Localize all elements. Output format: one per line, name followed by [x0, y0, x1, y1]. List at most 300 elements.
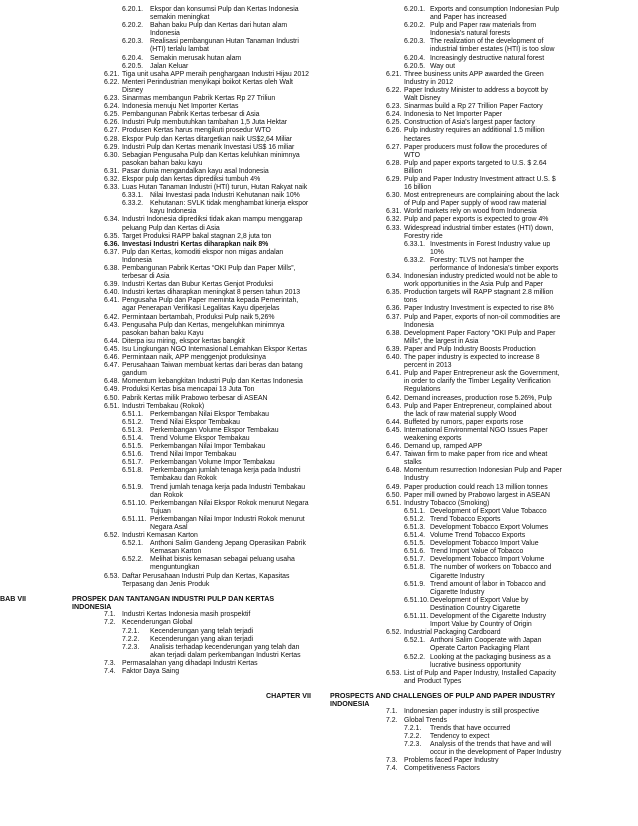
toc-entry-number: 6.31. — [104, 167, 120, 175]
toc-entry-text: Indonesian paper industry is still prospective — [404, 708, 540, 716]
toc-entry-text: Perusahaan Taiwan membuat kertas dari beras dan batang gandum — [122, 362, 303, 378]
toc-entry-number: 6.51.1. — [122, 410, 144, 418]
toc-entry — [72, 241, 310, 249]
toc-entry-number: 7.3. — [386, 757, 398, 765]
toc-entry-number: 6.52.1. — [404, 637, 426, 645]
toc-entry-number: 6.20.2. — [122, 22, 144, 30]
toc-entry — [330, 346, 562, 354]
toc-entry-text: Paper Industry Minister to address a boycott by Walt Disney — [404, 86, 549, 103]
toc-entry-number: 6.51.4. — [122, 434, 144, 442]
toc-entry-text: Construction of Asia's largest paper factory — [404, 119, 535, 127]
toc-entry-number: 6.51.8. — [404, 564, 426, 572]
toc-entry — [330, 597, 562, 613]
toc-entry — [72, 249, 310, 265]
chapter-entries-english — [330, 708, 562, 773]
toc-entry — [330, 654, 562, 670]
toc-entry-number: 6.42. — [104, 313, 120, 321]
toc-entry — [330, 273, 562, 289]
toc-entry-text: Trend Import Value of Tobacco — [430, 548, 524, 556]
toc-entry-text: Development Tobacco Import Value — [430, 540, 539, 548]
toc-entry-number: 6.20.4. — [404, 54, 426, 62]
toc-entry-number: 6.27. — [104, 127, 120, 135]
toc-entry-number: 6.51.10. — [122, 499, 147, 507]
toc-entry-text: Paper Industry Investment is expected to rise 8% — [404, 305, 554, 313]
toc-entry-number: 6.41. — [104, 297, 120, 305]
toc-entry-text: Industri Pulp membutuhkan tambahan 1,5 Juta Hektar — [122, 119, 288, 127]
toc-entry — [72, 660, 310, 668]
toc-entry-text: Kecenderungan yang akan terjadi — [150, 635, 254, 643]
toc-entry — [72, 111, 310, 119]
toc-entry-text: Taiwan firm to make paper from rice and wheat stalks — [404, 451, 548, 467]
toc-entry — [330, 22, 562, 38]
toc-entry-number: 6.22. — [104, 78, 120, 86]
toc-entry-text: Luas Hutan Tanaman Industri (HTI) turun, Hutan Rakyat naik — [122, 184, 308, 192]
toc-entry — [330, 403, 562, 419]
toc-entry — [72, 176, 310, 184]
toc-entry-text: Paper production could reach 13 million tonnes — [404, 483, 548, 491]
toc-entry-text: Indonesia menuju Net Importer Kertas — [122, 103, 239, 111]
chapter-label: CHAPTER VII — [266, 691, 311, 700]
toc-entry-number: 6.52.1. — [122, 540, 144, 548]
toc-entry — [72, 611, 310, 619]
toc-entry-text: Momentum resurrection Indonesian Pulp and Paper Industry — [404, 467, 562, 483]
toc-entry-text: Momentum kebangkitan Industri Pulp dan Kertas Indonesia — [122, 378, 303, 386]
toc-entry — [72, 136, 310, 144]
toc-entry — [330, 63, 562, 71]
toc-entry-text: Produksi Kertas bisa mencapai 13 Juta Ton — [122, 386, 255, 394]
toc-entry — [330, 467, 562, 483]
toc-entry-number: 6.25. — [386, 119, 402, 127]
toc-entry-text: Most entrepreneurs are complaining about the lack of Pulp and Paper supply of wood raw material — [404, 192, 560, 208]
toc-entry — [72, 314, 310, 322]
toc-entry-text: Industrial Packaging Cardboard — [404, 629, 501, 637]
toc-entry — [72, 573, 310, 589]
toc-entry-number: 6.32. — [104, 175, 120, 183]
toc-entry-text: Pasar dunia mengandalkan kayu asal Indonesia — [122, 167, 269, 175]
toc-entry-number: 6.23. — [386, 103, 402, 111]
toc-entry-number: 6.26. — [386, 127, 402, 135]
toc-entry-number: 7.4. — [386, 765, 398, 773]
toc-entry-text: Development Tobacco Import Volume — [430, 556, 545, 564]
toc-entry-number: 6.51.1. — [404, 507, 426, 515]
toc-entry-number: 7.3. — [104, 659, 116, 667]
toc-entry-number: 6.46. — [104, 354, 120, 362]
toc-entry-number: 6.21. — [386, 70, 402, 78]
toc-entry-text: Volume Trend Tobacco Exports — [430, 532, 526, 540]
toc-entry-number: 6.30. — [104, 151, 120, 159]
toc-entry-text: Paper mill owned by Prabowo largest in ASEAN — [404, 491, 550, 499]
toc-entry — [72, 354, 310, 362]
toc-entry-number: 6.20.1. — [122, 6, 144, 13]
toc-entry — [330, 55, 562, 63]
toc-entry-text: Melihat bisnis kemasan sebagai peluang usaha menguntungkan — [150, 556, 295, 572]
toc-entry-text: Perkembangan Nilai Impor Tembakau — [150, 443, 266, 451]
toc-entry-text: Trend Volume Ekspor Tembakau — [150, 434, 250, 442]
chapter-title: PROSPECTS AND CHALLENGES OF PULP AND PAPER INDUSTRY INDONESIA — [330, 691, 556, 709]
toc-entry-number: 6.48. — [104, 378, 120, 386]
toc-entry-number: 6.36. — [104, 240, 120, 248]
toc-entry — [72, 668, 310, 676]
toc-entry-text: Development of the Cigarette Industry Import Value by Country of Origin — [430, 613, 547, 629]
toc-entry — [72, 467, 310, 483]
toc-entry-text: Anthoni Salim Gandeng Jepang Operasikan Pabrik Kemasan Karton — [150, 540, 306, 556]
toc-entry-number: 7.2.2. — [404, 732, 422, 740]
toc-entry-number: 6.21. — [104, 70, 120, 78]
toc-entry-number: 6.20.5. — [404, 62, 426, 70]
toc-entry-number: 6.28. — [104, 135, 120, 143]
toc-entry-number: 7.1. — [386, 708, 398, 716]
toc-entry-text: Menteri Perindustrian menyikapi boikot Kertas oleh Walt Disney — [122, 78, 293, 94]
toc-entry — [72, 378, 310, 386]
toc-entry-text: Trend Tobacco Exports — [430, 515, 501, 523]
toc-entry-text: Tendency to expect — [430, 732, 490, 740]
toc-entry — [72, 281, 310, 289]
toc-entry — [330, 508, 562, 516]
toc-entry — [330, 192, 562, 208]
toc-entry-text: Widespread industrial timber estates (HTI) down, Forestry ride — [404, 224, 554, 240]
toc-entry — [330, 451, 562, 467]
toc-entry-text: Trend Nilai Ekspor Tembakau — [150, 418, 241, 426]
toc-entry-text: Pembangunan Pabrik Kertas terbesar di Asia — [122, 111, 260, 119]
toc-entry — [72, 532, 310, 540]
toc-entry-text: Pulp and Paper Entrepreneur ask the Government, in order to clarify the Timber Legality Verification Regulations — [404, 370, 560, 394]
toc-entry-number: 6.27. — [386, 143, 402, 151]
toc-entry — [72, 265, 310, 281]
toc-entry — [330, 160, 562, 176]
toc-entry — [330, 637, 562, 653]
toc-entry-text: Perkembangan Nilai Ekspor Rokok menurut Negara Tujuan — [150, 499, 309, 515]
chapter-entries-indonesian — [72, 611, 310, 676]
toc-entry-number: 6.44. — [386, 418, 402, 426]
toc-entry-text: Pengusaha Pulp dan Paper meminta kepada Pemerintah, agar Penerapan Verifikasi Legalitas Kayu diperjelas — [122, 297, 299, 313]
toc-entry-number: 6.49. — [104, 386, 120, 394]
toc-entries-indonesian — [72, 6, 310, 589]
toc-entry-number: 6.30. — [386, 192, 402, 200]
toc-entry — [330, 314, 562, 330]
toc-entry-text: Trend amount of labor in Tobacco and Cigarette Industry — [430, 580, 546, 596]
toc-entry-text: Development Paper Factory "OKI Pulp and Paper Mills", the largest in Asia — [404, 329, 556, 345]
toc-entry — [72, 152, 310, 168]
toc-entry-number: 7.2.1. — [404, 724, 422, 732]
toc-entry — [72, 55, 310, 63]
toc-entry — [330, 524, 562, 532]
toc-entry-text: Anthoni Salim Cooperate with Japan Operate Carton Packaging Plant — [430, 637, 542, 653]
toc-entry-number: 6.40. — [104, 289, 120, 297]
toc-entry — [72, 628, 310, 636]
toc-entry-text: Sinarmas build a Rp 27 Trillion Paper Factory — [404, 103, 543, 111]
toc-entry-text: Industri Kemasan Karton — [122, 532, 198, 540]
toc-entry-text: Industri Kertas Indonesia masih prospektif — [122, 611, 251, 619]
toc-entry — [72, 346, 310, 354]
toc-entry-number: 6.29. — [386, 175, 402, 183]
toc-entry-number: 6.39. — [386, 345, 402, 353]
toc-entry-number: 6.37. — [104, 248, 120, 256]
toc-entry-number: 6.51. — [104, 402, 120, 410]
toc-entry-number: 6.33.2. — [122, 200, 144, 208]
toc-entry-number: 6.33. — [104, 184, 120, 192]
toc-entry — [330, 765, 562, 773]
toc-entry — [330, 216, 562, 224]
toc-entry — [330, 71, 562, 87]
toc-entry-text: Nilai Investasi pada Industri Kehutanan naik 10% — [150, 192, 300, 200]
toc-entry-text: Demand increases, production rose 5.26%, Pulp — [404, 394, 552, 402]
toc-entry-number: 6.29. — [104, 143, 120, 151]
toc-entry — [72, 435, 310, 443]
toc-entry-number: 6.51.3. — [404, 524, 426, 531]
toc-entry — [72, 103, 310, 111]
toc-entry — [72, 192, 310, 200]
toc-entry-number: 6.20.1. — [404, 6, 426, 13]
toc-entry-text: Kehutanan: SVLK tidak menghambat kinerja ekspor kayu Indonesia — [150, 200, 309, 216]
toc-entry-number: 6.51.5. — [404, 540, 426, 548]
toc-entry-number: 6.41. — [386, 370, 402, 378]
toc-entry — [72, 144, 310, 152]
toc-entry-text: Pulp and Paper raw materials from Indonesia's natural forests — [430, 22, 537, 38]
toc-entry-number: 7.4. — [104, 668, 116, 675]
toc-entry-text: Trends that have occurred — [430, 724, 511, 732]
toc-entry-number: 6.38. — [386, 329, 402, 337]
toc-entry-text: Kecenderungan yang telah terjadi — [150, 627, 254, 635]
toc-entry — [72, 322, 310, 338]
toc-entry — [72, 338, 310, 346]
toc-entry-number: 6.31. — [386, 208, 402, 216]
toc-entry-number: 7.2.2. — [122, 635, 140, 643]
toc-entry-text: Paper producers must follow the procedures of WTO — [404, 143, 547, 159]
toc-entry — [330, 757, 562, 765]
toc-entry-number: 6.25. — [104, 111, 120, 119]
toc-entry — [72, 451, 310, 459]
toc-entry-text: Way out — [430, 62, 456, 70]
toc-entry — [330, 613, 562, 629]
toc-entry-text: Investments in Forest Industry value up 10% — [430, 240, 551, 256]
toc-entry — [330, 540, 562, 548]
toc-entry-text: Forestry: TLVS not hamper the performance of Indonesia's timber exports — [430, 256, 559, 272]
toc-entry-number: 6.33.1. — [122, 192, 144, 200]
toc-entry-number: 6.49. — [386, 483, 402, 491]
toc-entry-text: Competitiveness Factors — [404, 765, 480, 773]
toc-entry-text: Diterpa isu miring, ekspor kertas bangkit — [122, 337, 245, 345]
toc-entry-number: 6.52.2. — [122, 556, 144, 564]
toc-entry — [330, 208, 562, 216]
toc-entry — [330, 87, 562, 103]
toc-entry-number: 6.51.6. — [122, 451, 144, 459]
toc-entry-number: 6.51.2. — [404, 515, 426, 523]
toc-entry-text: Perkembangan Volume Impor Tembakau — [150, 459, 275, 467]
toc-entry-text: Perkembangan Volume Ekspor Tembakau — [150, 426, 279, 434]
toc-entry-text: The number of workers on Tobacco and Cigarette Industry — [430, 564, 552, 580]
toc-entry — [72, 168, 310, 176]
toc-entry-number: 6.44. — [104, 337, 120, 345]
toc-entry-number: 6.39. — [104, 281, 120, 289]
toc-entry — [330, 289, 562, 305]
toc-entry-text: List of Pulp and Paper Industry, Installed Capacity and Product Types — [404, 669, 556, 685]
toc-entry — [330, 330, 562, 346]
toc-entry — [330, 38, 562, 54]
toc-entry — [72, 289, 310, 297]
toc-entry-text: Permintaan naik, APP menggenjot produksinya — [122, 354, 266, 362]
toc-entry-text: Increasingly destructive natural forest — [430, 54, 545, 62]
toc-entry-number: 6.51.6. — [404, 548, 426, 556]
toc-entry-number: 6.43. — [386, 402, 402, 410]
toc-entry-number: 6.48. — [386, 467, 402, 475]
toc-entry-text: The paper industry is expected to increase 8 percent in 2013 — [404, 354, 540, 370]
toc-entry-text: Problems faced Paper Industry — [404, 757, 499, 765]
toc-entry-text: Pembangunan Pabrik Kertas “OKI Pulp dan Paper Mills”, terbesar di Asia — [122, 265, 296, 281]
toc-entry-text: Bahan baku Pulp dan Kertas dari hutan alam Indonesia — [150, 22, 288, 38]
toc-entry — [72, 644, 310, 660]
toc-entry-number: 6.51.5. — [122, 443, 144, 451]
toc-entry-text: Pulp and paper exports targeted to U.S. $ 2.64 Billion — [404, 159, 547, 175]
toc-entry-text: Realisasi pembangunan Hutan Tanaman Industri (HTI) terlalu lambat — [150, 38, 299, 54]
toc-entry-number: 6.52.2. — [404, 653, 426, 661]
toc-entry-number: 6.51.7. — [122, 459, 144, 467]
toc-entry-text: Ekspor Pulp dan Kertas ditargetkan naik US$2,64 Miliar — [122, 135, 293, 143]
toc-entry-number: 6.51.4. — [404, 532, 426, 540]
toc-entry-text: Pulp and Paper, exports of non-oil commodities are Indonesia — [404, 313, 561, 329]
toc-entry — [330, 492, 562, 500]
toc-entry-text: Daftar Perusahaan Industri Pulp dan Kertas, Kapasitas Terpasang dan Jenis Produk — [122, 572, 290, 588]
toc-entry — [72, 71, 310, 79]
toc-entry-text: Industri kertas diharapkan meningkat 8 persen tahun 2013 — [122, 289, 301, 297]
toc-entry-number: 6.43. — [104, 321, 120, 329]
toc-entry — [330, 717, 562, 725]
toc-entry-number: 6.50. — [104, 394, 120, 402]
toc-entry — [330, 670, 562, 686]
toc-entry — [72, 119, 310, 127]
toc-entry — [72, 38, 310, 54]
toc-entry — [330, 395, 562, 403]
toc-entry-number: 6.52. — [104, 532, 120, 540]
toc-entry-number: 6.34. — [104, 216, 120, 224]
toc-entry — [72, 556, 310, 572]
toc-entry — [72, 233, 310, 241]
toc-entry-text: Sebagian Pengusaha Pulp dan Kertas keluhkan minimnya pasokan bahan baku kayu — [122, 151, 300, 167]
toc-entry — [72, 427, 310, 435]
toc-entry — [72, 411, 310, 419]
toc-entry-text: Jalan Keluar — [150, 62, 189, 70]
toc-entry — [72, 216, 310, 232]
toc-entry — [330, 370, 562, 394]
toc-entry-number: 6.52. — [386, 629, 402, 637]
toc-entry-number: 6.51.7. — [404, 556, 426, 564]
toc-entry-number: 6.40. — [386, 354, 402, 362]
toc-entry-number: 6.37. — [386, 313, 402, 321]
toc-entry-number: 6.24. — [104, 103, 120, 111]
toc-entry-text: Development Tobacco Export Volumes — [430, 524, 549, 531]
toc-entry — [330, 176, 562, 192]
toc-entry — [72, 362, 310, 378]
toc-entry-number: 7.2.1. — [122, 627, 140, 635]
toc-entry — [72, 297, 310, 313]
toc-entry-text: Pabrik Kertas milik Prabowo terbesar di ASEAN — [122, 394, 268, 402]
toc-entry-number: 6.26. — [104, 119, 120, 127]
toc-entry-number: 6.35. — [104, 232, 120, 240]
toc-entry — [330, 103, 562, 111]
toc-entry-text: Looking at the packaging business as a lucrative business opportunity — [430, 653, 551, 669]
toc-entry — [330, 354, 562, 370]
toc-entry-text: Production targets will RAPP stagnant 2.8 million tons — [404, 289, 554, 305]
toc-entry-text: Indonesia to Net Importer Paper — [404, 111, 503, 119]
toc-entry-number: 6.33. — [386, 224, 402, 232]
toc-entry — [72, 63, 310, 71]
toc-entry-number: 6.33.1. — [404, 240, 426, 248]
toc-entry — [330, 305, 562, 313]
toc-entry-number: 6.20.2. — [404, 22, 426, 30]
chapter-heading-indonesian — [0, 595, 310, 612]
toc-entry — [72, 516, 310, 532]
toc-entry-number: 7.2. — [386, 716, 398, 724]
toc-entry-text: Produsen Kertas harus mengikuti prosedur WTO — [122, 127, 271, 135]
toc-entry-number: 6.35. — [386, 289, 402, 297]
toc-entry — [72, 386, 310, 394]
toc-entry-number: 7.2.3. — [404, 740, 422, 748]
chapter-label: BAB VII — [0, 594, 27, 603]
toc-entry-text: Development of Export Value Tobacco — [430, 507, 547, 515]
toc-entry-text: Perkembangan Nilai Impor Industri Rokok menurut Negara Asal — [150, 515, 305, 531]
toc-entry-number: 6.33.2. — [404, 256, 426, 264]
toc-entry-number: 6.51.9. — [404, 580, 426, 588]
toc-entry-text: Analysis of the trends that have and will occur in the development of Paper Industry — [430, 740, 562, 756]
toc-entry — [72, 22, 310, 38]
toc-entry-number: 6.47. — [104, 362, 120, 370]
toc-entry-text: The realization of the development of industrial timber estates (HTI) is too slow — [430, 38, 555, 54]
toc-entry — [330, 144, 562, 160]
toc-entry — [330, 225, 562, 241]
toc-entry-text: Permintaan bertambah, Produksi Pulp naik 5,26% — [122, 313, 275, 321]
toc-entry-text: Tiga unit usaha APP meraih penghargaan Industri Hijau 2012 — [122, 70, 309, 78]
toc-entry — [72, 184, 310, 192]
toc-entry-number: 6.51.11. — [122, 515, 147, 523]
toc-entry-number: 7.1. — [104, 611, 116, 619]
toc-entry-text: Pulp and Paper Entrepreneur, complained about the lack of raw material supply Wood — [404, 402, 552, 418]
toc-entry-number: 6.36. — [386, 305, 402, 313]
toc-entry-number: 7.2. — [104, 619, 116, 627]
toc-entry — [330, 548, 562, 556]
toc-entry — [72, 403, 310, 411]
toc-entry-number: 6.28. — [386, 159, 402, 167]
toc-entry-text: Analisis terhadap kecenderungan yang telah dan akan terjadi dalam perkembangan Industri Kertas — [150, 643, 301, 659]
toc-entry — [72, 395, 310, 403]
toc-entry — [72, 95, 310, 103]
toc-entry — [330, 443, 562, 451]
toc-entry — [72, 459, 310, 467]
toc-entry-text: World markets rely on wood from Indonesia — [404, 208, 537, 216]
toc-entry-text: Indonesian industry predicted would not be able to work opportunities in the Asia Pulp and Paper — [404, 273, 558, 289]
toc-entry-text: Industri Indonesia diprediksi tidak akan mampu menggarap peluang Pulp dan Kertas di Asia — [122, 216, 303, 232]
toc-entry — [330, 708, 562, 716]
toc-entry — [330, 629, 562, 637]
toc-entry-text: Industry Tobacco (Smoking) — [404, 499, 490, 507]
toc-entry-number: 6.47. — [386, 451, 402, 459]
toc-column-indonesian — [0, 6, 310, 676]
toc-entry — [330, 427, 562, 443]
toc-entry-text: Permasalahan yang dihadapi Industri Kertas — [122, 659, 258, 667]
toc-entry-text: Trend jumlah tenaga kerja pada Industri Tembakau dan Rokok — [150, 483, 306, 499]
toc-entry-number: 6.22. — [386, 86, 402, 94]
toc-entry-number: 6.46. — [386, 443, 402, 451]
toc-entry-text: Industri Kertas dan Bubur Kertas Genjot Produksi — [122, 281, 273, 289]
toc-entry-number: 6.32. — [386, 216, 402, 224]
toc-entry-number: 6.51.9. — [122, 483, 144, 491]
toc-entry-text: Pulp dan Kertas, komoditi ekspor non migas andalan Indonesia — [122, 248, 284, 264]
toc-entry — [330, 564, 562, 580]
toc-entry-text: Investasi Industri Kertas diharapkan naik 8% — [122, 240, 269, 248]
toc-entry-text: Pulp industry requires an additional 1.5 million hectares — [404, 127, 545, 143]
toc-entry-text: Development of Export Value by Destination Country Cigarette — [430, 596, 529, 612]
toc-entry — [330, 556, 562, 564]
toc-entry-number: 6.51.11. — [404, 613, 429, 621]
toc-entry — [72, 619, 310, 627]
